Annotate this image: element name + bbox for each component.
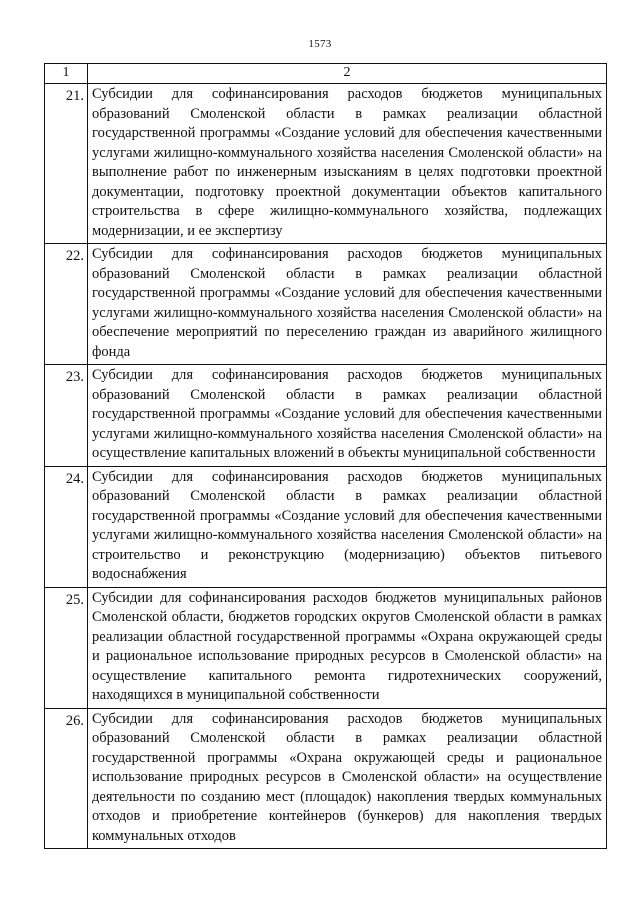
column-header-description: 2	[88, 64, 607, 84]
table-row	[45, 587, 607, 708]
row-text: Субсидии для софинансирования расходов бюджетов муниципальных образований Смоленской области в рамках реализации областной государственной программы «Охрана окружающей среды и рациональное использование природных ресурсов в Смоленской области» на осуществление деятельности по созданию мест (площадок) накопления твердых коммунальных отходов и приобретение контейнеров (бункеров) для накопления твердых коммунальных отходов	[88, 708, 607, 849]
column-header-number: 1	[45, 64, 88, 84]
row-number: 21.	[45, 84, 88, 244]
row-text: Субсидии для софинансирования расходов бюджетов муниципальных районов Смоленской области, бюджетов городских округов Смоленской области в рамках реализации областной государственной программы «Охрана окружающей среды и рациональное использование природных ресурсов в Смоленской области» на осуществление капитального ремонта гидротехнических сооружений, находящихся в муниципальной собственности	[88, 587, 607, 708]
row-number: 25.	[45, 587, 88, 708]
subsidies-table	[44, 63, 607, 849]
table-header-row	[45, 64, 607, 84]
row-text: Субсидии для софинансирования расходов бюджетов муниципальных образований Смоленской области в рамках реализации областной государственной программы «Создание условий для обеспечения качественными услугами жилищно-коммунального хозяйства населения Смоленской области» на обеспечение мероприятий по переселению граждан из аварийного жилищного фонда	[88, 244, 607, 365]
table-row	[45, 466, 607, 587]
row-number: 26.	[45, 708, 88, 849]
table-row	[45, 708, 607, 849]
table-row	[45, 84, 607, 244]
row-text: Субсидии для софинансирования расходов бюджетов муниципальных образований Смоленской области в рамках реализации областной государственной программы «Создание условий для обеспечения качественными услугами жилищно-коммунального хозяйства населения Смоленской области» на выполнение работ по инженерным изысканиям в целях подготовки проектной документации, подготовку проектной документации объектов капитального строительства в сфере жилищно-коммунального хозяйства, подлежащих модернизации, и ее экспертизу	[88, 84, 607, 244]
row-text: Субсидии для софинансирования расходов бюджетов муниципальных образований Смоленской области в рамках реализации областной государственной программы «Создание условий для обеспечения качественными услугами жилищно-коммунального хозяйства населения Смоленской области» на осуществление капитальных вложений в объекты муниципальной собственности	[88, 365, 607, 467]
row-number: 23.	[45, 365, 88, 467]
row-number: 22.	[45, 244, 88, 365]
table-row	[45, 365, 607, 467]
row-number: 24.	[45, 466, 88, 587]
row-text: Субсидии для софинансирования расходов бюджетов муниципальных образований Смоленской области в рамках реализации областной государственной программы «Создание условий для обеспечения качественными услугами жилищно-коммунального хозяйства населения Смоленской области» на строительство и реконструкцию (модернизацию) объектов питьевого водоснабжения	[88, 466, 607, 587]
page-number: 1573	[308, 38, 332, 50]
table-row	[45, 244, 607, 365]
